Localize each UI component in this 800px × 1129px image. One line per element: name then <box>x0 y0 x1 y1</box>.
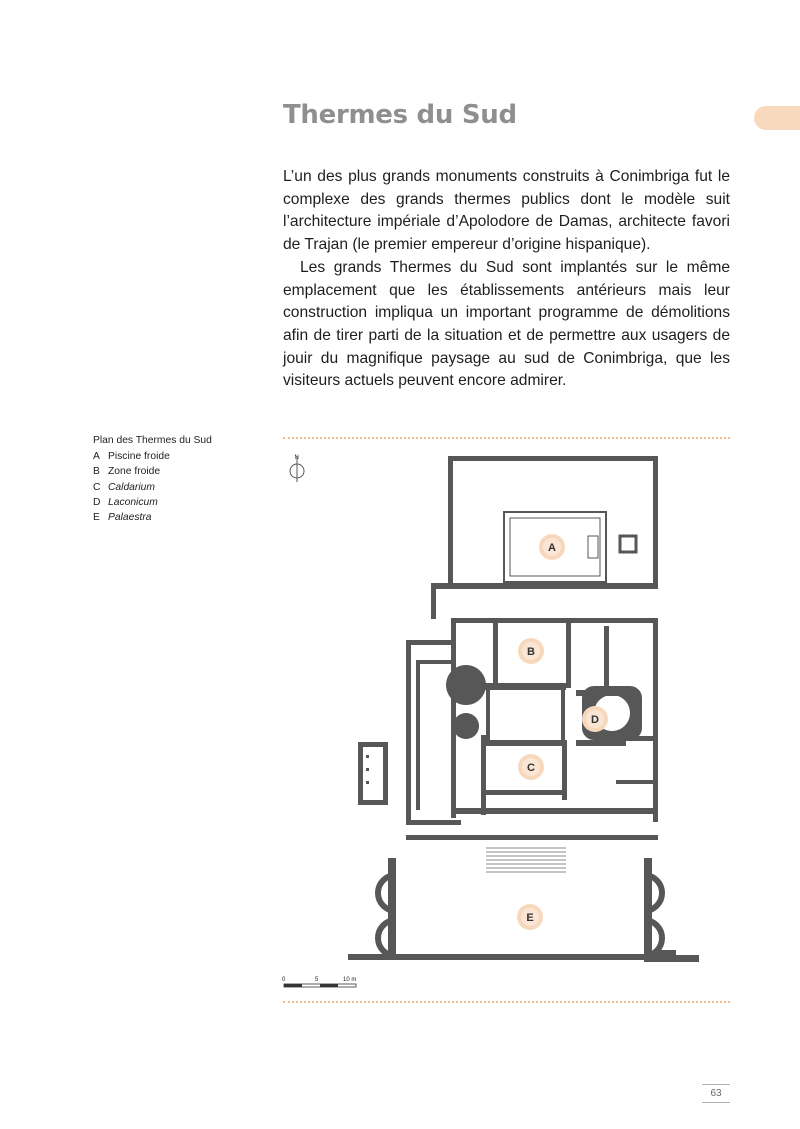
body-text <box>283 166 730 393</box>
legend-item <box>93 495 212 510</box>
room-label-b: B <box>527 646 535 658</box>
legend-item <box>93 510 212 525</box>
legend-item <box>93 480 212 495</box>
legend-key: B <box>93 466 100 478</box>
scale-label-5: 5 <box>315 977 319 983</box>
floor-plan <box>276 450 736 990</box>
compass-icon <box>290 455 304 482</box>
page-title: Thermes du Sud <box>283 100 517 130</box>
legend-key: A <box>93 451 100 463</box>
plan-walls <box>348 456 699 962</box>
scale-label-0: 0 <box>282 977 286 983</box>
legend-item <box>93 449 212 464</box>
legend-key: C <box>93 481 101 493</box>
legend-label: Laconicum <box>108 496 158 508</box>
page-number: 63 <box>702 1084 730 1103</box>
legend-label: Piscine froide <box>108 451 170 463</box>
room-label-a: A <box>548 542 556 554</box>
legend-label: Caldarium <box>108 481 155 493</box>
dotted-divider-bottom <box>283 1001 730 1003</box>
legend-key: E <box>93 512 100 524</box>
dotted-divider-top <box>283 437 730 439</box>
paragraph-1: L’un des plus grands monuments construits à Conimbriga fut le complexe des grands thermes publics dont le modèle suit l’architecture impériale d’Apolodore de Damas, architecte favori de Trajan (le premier empereur d’origine hispanique). <box>283 168 730 254</box>
section-tab <box>754 106 800 130</box>
legend-item <box>93 464 212 479</box>
room-marker <box>517 904 543 930</box>
room-marker <box>518 638 544 664</box>
room-label-e: E <box>526 912 534 924</box>
scale-label-10: 10 m <box>343 977 357 983</box>
legend-key: D <box>93 496 101 508</box>
compass-label: N <box>294 455 299 461</box>
room-label-c: C <box>527 762 535 774</box>
plan-legend <box>93 433 212 525</box>
legend-label: Zone froide <box>108 466 161 478</box>
room-marker <box>518 754 544 780</box>
room-label-d: D <box>591 714 599 726</box>
room-marker <box>582 706 608 732</box>
paragraph-2: Les grands Thermes du Sud sont implantés sur le même emplacement que les établissements antérieurs mais leur construction impliqua un important programme de démolitions afin de tirer parti de la situation et de permettre aux usagers de jouir du magnifique paysage au sud de Conimbriga, que les visiteurs actuels peuvent encore admirer. <box>283 258 730 390</box>
room-marker <box>539 534 565 560</box>
scale-bar <box>282 977 356 987</box>
legend-label: Palaestra <box>108 512 152 524</box>
legend-title: Plan des Thermes du Sud <box>93 435 212 446</box>
